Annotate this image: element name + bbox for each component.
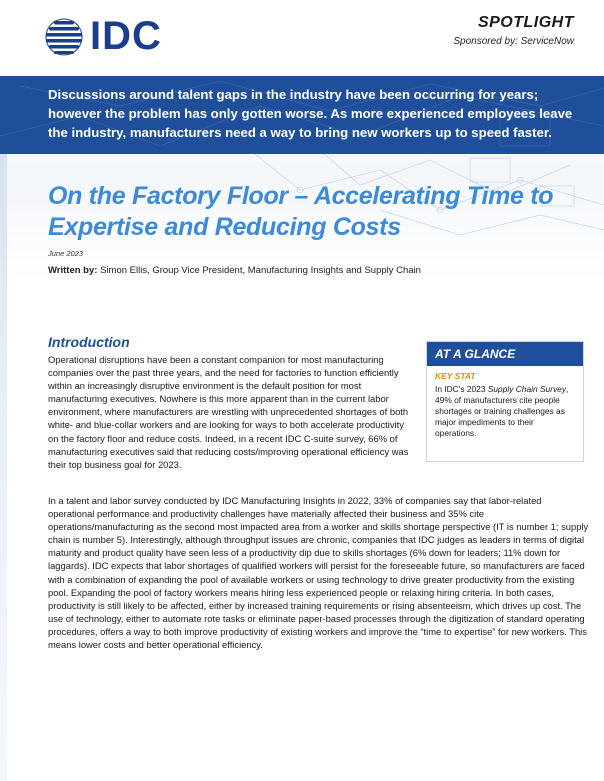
summary-banner (0, 76, 604, 154)
header (0, 0, 604, 78)
key-stat-prefix: In IDC's 2023 (435, 384, 488, 394)
key-stat-suffix: , 49% of manufacturers cite people shortages or training challenges as major impediments to their operations. (435, 384, 569, 438)
key-stat-text (435, 384, 575, 439)
left-accent-stripe (0, 154, 7, 781)
spotlight-label: SPOTLIGHT (477, 14, 574, 31)
sponsor-text: Sponsored by: ServiceNow (453, 36, 574, 47)
intro-paragraph: Operational disruptions have been a constant companion for most manufacturing companies over the past three years, and the need for factories to function efficiently within an increasingly disruptive environment is the default position for most manufacturing executives. Nowhere is this more apparent than in the current labor environment, where manufacturers are wrestling with unprecedented shortages of both white- and blue-collar workers and are looking for ways to both accelerate productivity on the factory floor and reduce costs. Indeed, in a recent IDC C-suite survey, 66% of manufacturing executives said that reducing costs/improving operational efficiency was their top business goal for 2023. (48, 354, 409, 470)
at-a-glance-heading: AT A GLANCE (427, 342, 583, 366)
globe-icon (44, 17, 84, 57)
publish-date: June 2023 (48, 249, 84, 258)
at-a-glance-box (426, 341, 584, 462)
at-a-glance-body (427, 366, 583, 439)
key-stat-label: KEY STAT (435, 371, 476, 381)
intro-heading: Introduction (48, 334, 130, 350)
author-name: Simon Ellis, Group Vice President, Manufacturing Insights and Supply Chain (100, 265, 421, 276)
logo-text: IDC (90, 14, 162, 58)
key-stat-survey: Supply Chain Survey (487, 384, 567, 394)
idc-logo (44, 14, 162, 59)
spotlight-block (453, 14, 574, 47)
author-label: Written by: (48, 265, 98, 276)
body-paragraph: In a talent and labor survey conducted by IDC Manufacturing Insights in 2022, 33% of companies say that labor-related operational performance and productivity challenges have materially affected their business and 35% cite operations/manufacturing as the second most impacted area from a worker and skills shortage perspective (IT is number 1; supply chain is number 5). Interestingly, although throughput issues are chronic, companies that IDC judges as leaders in terms of digital maturity and product quality have seen less of a productivity dip due to skills shortages (6% down for leaders; 11% down for laggards). IDC expects that labor shortages of qualified workers will persist for the foreseeable future, so manufacturers are faced with a combination of expanding the pool of available workers or using technology to drive greater productivity from the existing pool. Expanding the pool of factory workers means hiring less experienced people or relaxing hiring criteria. In both cases, productivity is still likely to be affected, either by increased training requirements or rising absenteeism, which drives up cost. The use of technology, either to automate rote tasks or eliminate paper-based processes through the digitization of standard operating procedures, offers a way to both improve productivity of existing workers and improve the “time to expertise” for new workers. This means lower costs and better operational efficiency. (48, 495, 589, 651)
author-line (48, 265, 421, 276)
banner-text: Discussions around talent gaps in the industry have been occurring for years; however the problem has only gotten worse. As more experienced employees leave the industry, manufacturers need a way to bring new workers up to speed faster. (48, 87, 573, 140)
article-title: On the Factory Floor – Accelerating Time to Expertise and Reducing Costs (48, 182, 554, 241)
